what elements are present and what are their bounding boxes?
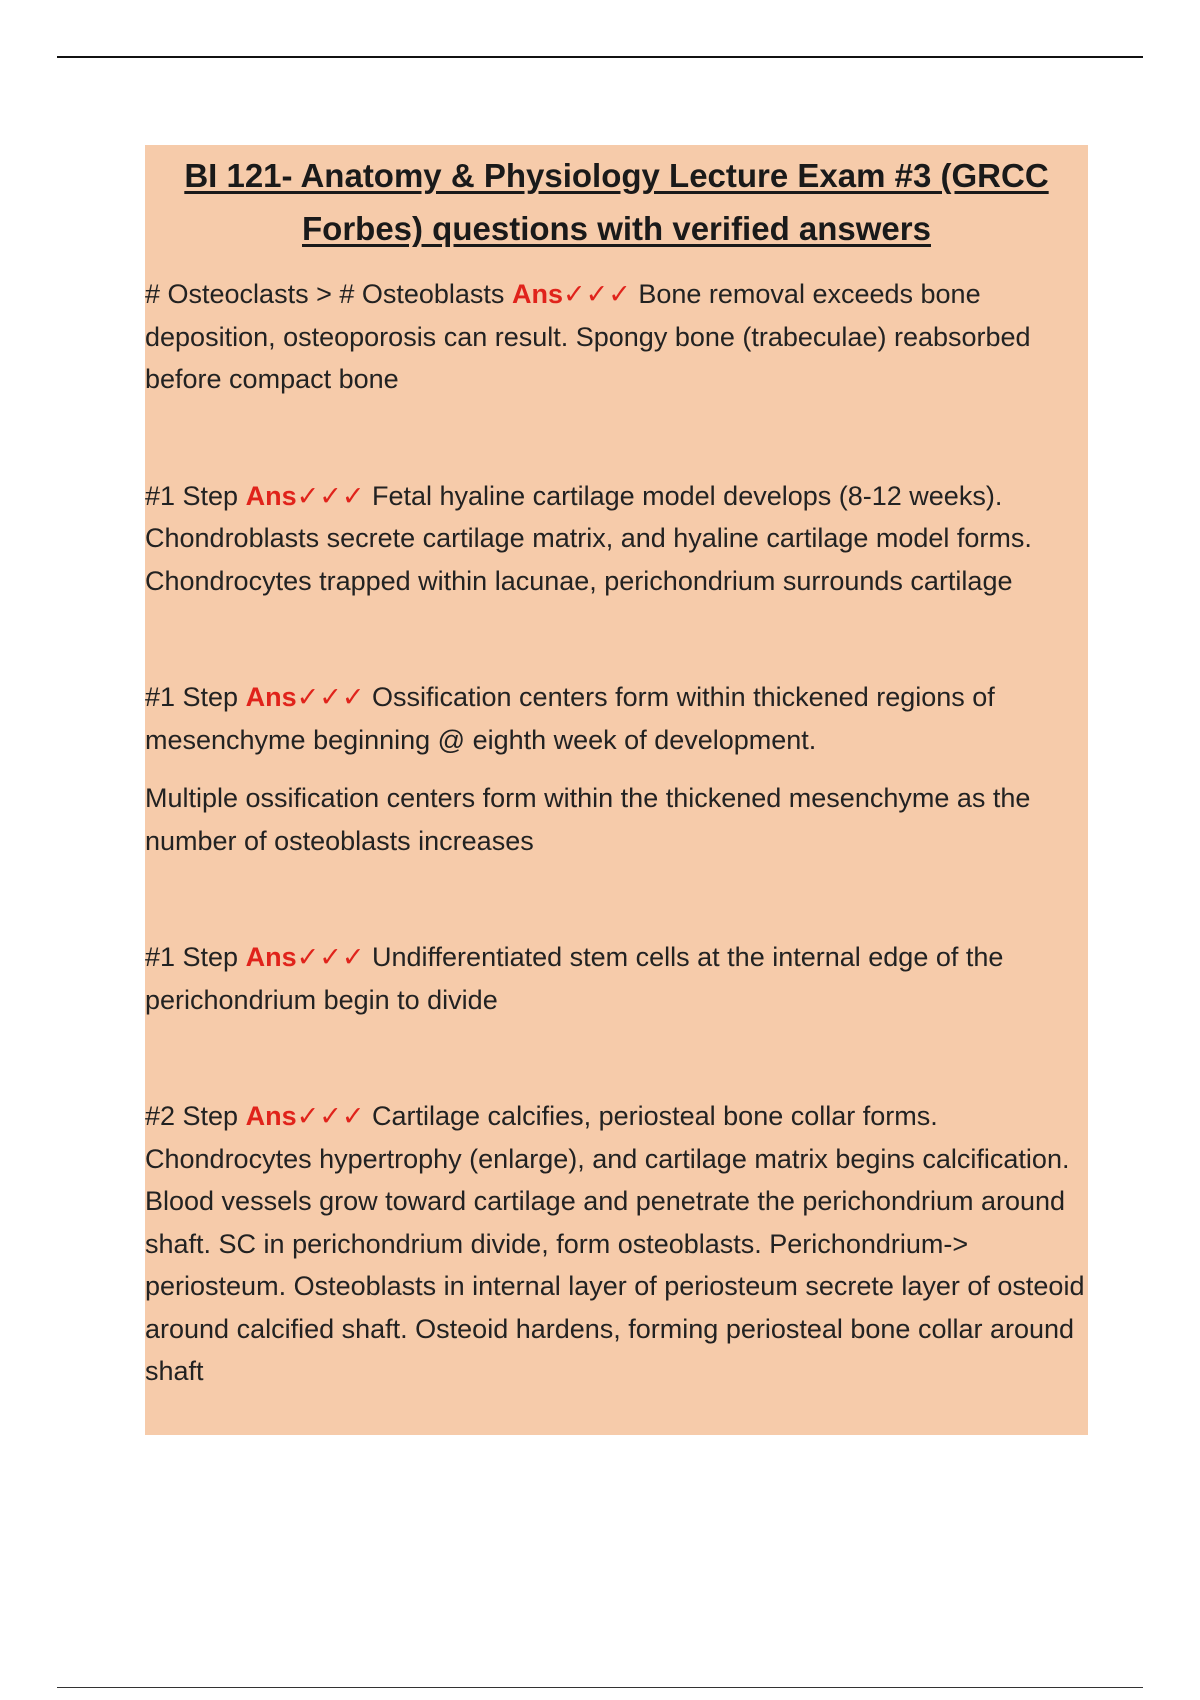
qa-entry-5	[145, 1095, 1088, 1393]
question-text: #1 Step	[145, 942, 239, 972]
checkmark-icon: ✓✓✓	[296, 682, 365, 712]
qa-entry-3	[145, 676, 1088, 761]
qa-entry-3-continuation: Multiple ossification centers form within the thickened mesenchyme as the number of osteoblasts increases	[145, 783, 1031, 856]
question-text: #1 Step	[145, 480, 239, 511]
qa-entry-4	[145, 936, 1088, 1021]
answer-text: Ossification centers form within thickened regions of mesenchyme beginning @ eighth week of development.	[145, 682, 995, 755]
question-text: # Osteoclasts > # Osteoblasts	[145, 279, 505, 309]
ans-label: Ans	[245, 682, 297, 712]
answer-text: Fetal hyaline cartilage model develops (8-12 weeks). Chondroblasts secrete cartilage matrix, and hyaline cartilage model forms. Chondrocytes trapped within lacunae, perichondrium surrounds cartilage	[145, 480, 1032, 596]
qa-entry-2	[145, 475, 1088, 603]
footer-rule	[57, 1687, 1143, 1688]
ans-label: Ans	[245, 1101, 297, 1131]
question-text: #1 Step	[145, 682, 239, 712]
answer-text: Cartilage calcifies, periosteal bone collar forms. Chondrocytes hypertrophy (enlarge), and cartilage matrix begins calcification. Blood vessels grow toward cartilage and penetrate the perichondrium around shaft. SC in perichondrium divide, form osteoblasts. Perichondrium-> periosteum. Osteoblasts in internal layer of periosteum secrete layer of osteoid around calcified shaft. Osteoid hardens, forming periosteal bone collar around shaft	[145, 1101, 1085, 1386]
qa-entry-1	[145, 273, 1088, 401]
ans-label: Ans	[245, 480, 297, 511]
checkmark-icon: ✓✓✓	[296, 942, 365, 972]
document-panel	[145, 145, 1088, 1435]
answer-text: Bone removal exceeds bone deposition, osteoporosis can result. Spongy bone (trabeculae) reabsorbed before compact bone	[145, 279, 1031, 394]
checkmark-icon: ✓✓✓	[296, 480, 365, 511]
checkmark-icon: ✓✓✓	[562, 279, 631, 309]
document-title: BI 121- Anatomy & Physiology Lecture Exam #3 (GRCC Forbes) questions with verified answers	[184, 157, 1049, 247]
checkmark-icon: ✓✓✓	[296, 1101, 365, 1131]
ans-label: Ans	[245, 942, 297, 972]
ans-label: Ans	[511, 279, 563, 309]
header-rule	[57, 56, 1143, 58]
question-text: #2 Step	[145, 1101, 239, 1131]
answer-text: Undifferentiated stem cells at the internal edge of the perichondrium begin to divide	[145, 942, 1004, 1015]
